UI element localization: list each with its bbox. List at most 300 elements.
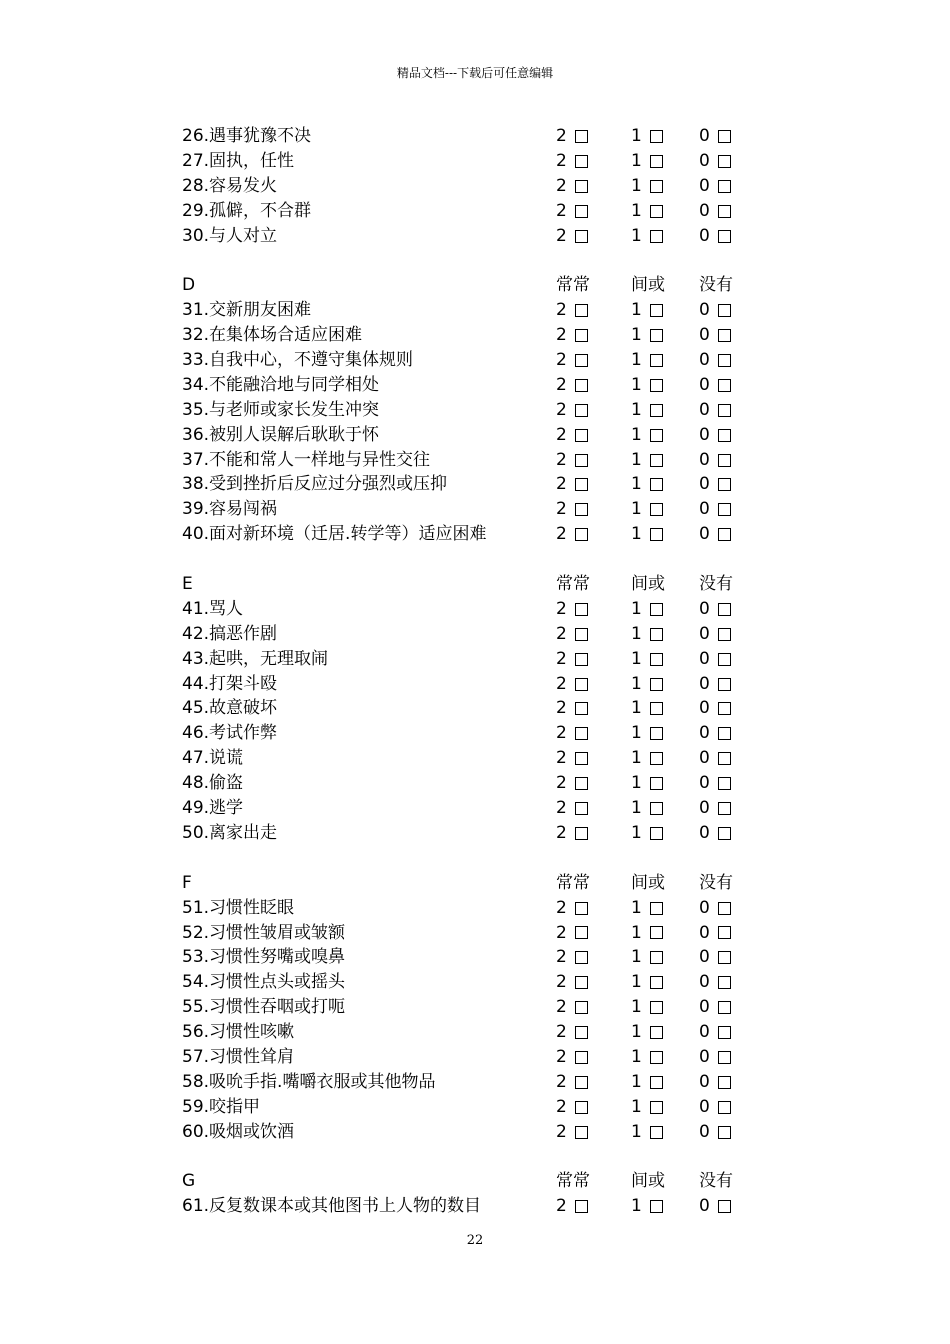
- option-score[interactable]: [699, 224, 731, 249]
- question-text: 35.与老师或家长发生冲突: [182, 399, 380, 420]
- option-score[interactable]: [556, 597, 588, 622]
- checkbox[interactable]: [575, 454, 588, 467]
- score-value: 0: [699, 150, 710, 171]
- question-row: [182, 1194, 762, 1219]
- question-text: 43.起哄，无理取闹: [182, 648, 329, 669]
- checkbox[interactable]: [650, 1026, 663, 1039]
- checkbox[interactable]: [575, 951, 588, 964]
- option-score[interactable]: [631, 945, 663, 970]
- option-score[interactable]: [699, 746, 731, 771]
- score-value: 0: [699, 972, 710, 993]
- checkbox[interactable]: [718, 603, 731, 616]
- checkbox[interactable]: [575, 429, 588, 442]
- checkbox[interactable]: [718, 976, 731, 989]
- checkbox[interactable]: [650, 752, 663, 765]
- checkbox[interactable]: [718, 1051, 731, 1064]
- question-row: [182, 622, 762, 647]
- question-text: 33.自我中心，不遵守集体规则: [182, 350, 414, 371]
- checkbox[interactable]: [718, 1026, 731, 1039]
- score-value: 0: [699, 922, 710, 943]
- checkbox[interactable]: [650, 130, 663, 143]
- checkbox[interactable]: [650, 1051, 663, 1064]
- option-score[interactable]: [556, 1045, 588, 1070]
- score-value: 0: [699, 648, 710, 669]
- score-value: 2: [556, 374, 567, 395]
- option-score[interactable]: [556, 622, 588, 647]
- option-score[interactable]: [631, 522, 663, 547]
- checkbox[interactable]: [718, 777, 731, 790]
- option-header-label: 间或: [631, 872, 665, 893]
- option-score[interactable]: [631, 149, 663, 174]
- checkbox[interactable]: [575, 230, 588, 243]
- checkbox[interactable]: [575, 1001, 588, 1014]
- score-value: 2: [556, 1121, 567, 1142]
- option-score[interactable]: [556, 348, 588, 373]
- option-score[interactable]: [699, 821, 731, 846]
- option-score[interactable]: [631, 721, 663, 746]
- option-score[interactable]: [699, 373, 731, 398]
- question-text: 44.打架斗殴: [182, 673, 278, 694]
- checkbox[interactable]: [575, 329, 588, 342]
- score-value: 1: [631, 150, 642, 171]
- score-value: 0: [699, 773, 710, 794]
- option-score[interactable]: [556, 472, 588, 497]
- option-score[interactable]: [631, 597, 663, 622]
- option-score[interactable]: [699, 896, 731, 921]
- score-value: 2: [556, 1196, 567, 1217]
- score-value: 2: [556, 798, 567, 819]
- checkbox[interactable]: [718, 1001, 731, 1014]
- checkbox[interactable]: [575, 727, 588, 740]
- option-score[interactable]: [631, 821, 663, 846]
- question-row: [182, 796, 762, 821]
- option-score[interactable]: [556, 796, 588, 821]
- option-score[interactable]: [699, 622, 731, 647]
- checkbox[interactable]: [650, 628, 663, 641]
- checkbox[interactable]: [575, 702, 588, 715]
- option-score[interactable]: [556, 970, 588, 995]
- score-value: 2: [556, 200, 567, 221]
- question-row: [182, 746, 762, 771]
- option-score[interactable]: [699, 149, 731, 174]
- checkbox[interactable]: [650, 230, 663, 243]
- checkbox[interactable]: [718, 155, 731, 168]
- option-score[interactable]: [556, 124, 588, 149]
- score-value: 1: [631, 350, 642, 371]
- checkbox[interactable]: [718, 902, 731, 915]
- checkbox[interactable]: [650, 727, 663, 740]
- checkbox[interactable]: [718, 429, 731, 442]
- checkbox[interactable]: [650, 653, 663, 666]
- score-value: 1: [631, 822, 642, 843]
- checkbox[interactable]: [650, 926, 663, 939]
- option-score[interactable]: [556, 896, 588, 921]
- checkbox[interactable]: [575, 926, 588, 939]
- option-score[interactable]: [556, 945, 588, 970]
- option-score[interactable]: [699, 1020, 731, 1045]
- checkbox[interactable]: [718, 827, 731, 840]
- option-score[interactable]: [699, 522, 731, 547]
- score-value: 2: [556, 922, 567, 943]
- checkbox[interactable]: [718, 1076, 731, 1089]
- option-score[interactable]: [699, 298, 731, 323]
- checkbox[interactable]: [718, 528, 731, 541]
- option-score[interactable]: [556, 423, 588, 448]
- checkbox[interactable]: [650, 1126, 663, 1139]
- question-row: [182, 174, 762, 199]
- question-row: [182, 497, 762, 522]
- option-score[interactable]: [556, 995, 588, 1020]
- score-value: 0: [699, 1196, 710, 1217]
- checkbox[interactable]: [718, 752, 731, 765]
- checkbox[interactable]: [718, 802, 731, 815]
- option-score[interactable]: [556, 373, 588, 398]
- option-score[interactable]: [699, 672, 731, 697]
- score-value: 2: [556, 1022, 567, 1043]
- checkbox[interactable]: [650, 802, 663, 815]
- option-score[interactable]: [699, 1070, 731, 1095]
- score-value: 0: [699, 499, 710, 520]
- score-value: 1: [631, 449, 642, 470]
- question-row: [182, 472, 762, 497]
- checkbox[interactable]: [718, 230, 731, 243]
- option-score[interactable]: [631, 796, 663, 821]
- option-score[interactable]: [556, 647, 588, 672]
- checkbox[interactable]: [575, 802, 588, 815]
- checkbox[interactable]: [575, 354, 588, 367]
- option-score[interactable]: [631, 348, 663, 373]
- checkbox[interactable]: [575, 180, 588, 193]
- option-score[interactable]: [699, 423, 731, 448]
- checkbox[interactable]: [650, 528, 663, 541]
- option-score[interactable]: [556, 921, 588, 946]
- option-score[interactable]: [699, 647, 731, 672]
- checkbox[interactable]: [718, 503, 731, 516]
- checkbox[interactable]: [575, 1126, 588, 1139]
- option-header-label: 间或: [631, 574, 665, 595]
- score-value: 1: [631, 499, 642, 520]
- score-value: 2: [556, 499, 567, 520]
- checkbox[interactable]: [575, 404, 588, 417]
- score-value: 2: [556, 673, 567, 694]
- option-score[interactable]: [631, 1045, 663, 1070]
- option-score[interactable]: [631, 199, 663, 224]
- option-score[interactable]: [631, 1120, 663, 1145]
- checkbox[interactable]: [575, 678, 588, 691]
- checkbox[interactable]: [718, 727, 731, 740]
- option-score[interactable]: [631, 970, 663, 995]
- option-score[interactable]: [699, 1194, 731, 1219]
- checkbox[interactable]: [718, 678, 731, 691]
- question-text: 32.在集体场合适应困难: [182, 325, 363, 346]
- checkbox[interactable]: [650, 429, 663, 442]
- option-score[interactable]: [699, 696, 731, 721]
- option-score[interactable]: [556, 497, 588, 522]
- option-score[interactable]: [631, 298, 663, 323]
- question-row: [182, 970, 762, 995]
- score-value: 0: [699, 1046, 710, 1067]
- option-score[interactable]: [556, 398, 588, 423]
- option-score[interactable]: [631, 423, 663, 448]
- option-score[interactable]: [556, 771, 588, 796]
- checkbox[interactable]: [575, 827, 588, 840]
- checkbox[interactable]: [575, 902, 588, 915]
- checkbox[interactable]: [650, 1001, 663, 1014]
- checkbox[interactable]: [650, 777, 663, 790]
- checkbox[interactable]: [650, 1076, 663, 1089]
- checkbox[interactable]: [575, 603, 588, 616]
- checkbox[interactable]: [650, 180, 663, 193]
- checkbox[interactable]: [575, 1026, 588, 1039]
- option-score[interactable]: [699, 1120, 731, 1145]
- option-score[interactable]: [556, 1070, 588, 1095]
- question-row: [182, 995, 762, 1020]
- checkbox[interactable]: [575, 503, 588, 516]
- question-text: 28.容易发火: [182, 175, 278, 196]
- option-score[interactable]: [699, 921, 731, 946]
- checkbox[interactable]: [650, 503, 663, 516]
- checkbox[interactable]: [650, 702, 663, 715]
- checkbox[interactable]: [650, 379, 663, 392]
- option-score[interactable]: [556, 1020, 588, 1045]
- checkbox[interactable]: [718, 304, 731, 317]
- option-score[interactable]: [631, 995, 663, 1020]
- score-value: 2: [556, 150, 567, 171]
- option-score[interactable]: [699, 199, 731, 224]
- score-value: 2: [556, 972, 567, 993]
- option-score[interactable]: [699, 1095, 731, 1120]
- option-score[interactable]: [631, 672, 663, 697]
- checkbox[interactable]: [650, 678, 663, 691]
- score-value: 2: [556, 424, 567, 445]
- question-row: [182, 1070, 762, 1095]
- option-score[interactable]: [699, 796, 731, 821]
- option-score[interactable]: [699, 174, 731, 199]
- checkbox[interactable]: [650, 354, 663, 367]
- score-value: 2: [556, 300, 567, 321]
- checkbox[interactable]: [718, 702, 731, 715]
- option-score[interactable]: [631, 448, 663, 473]
- question-row: [182, 1045, 762, 1070]
- checkbox[interactable]: [718, 180, 731, 193]
- checkbox[interactable]: [718, 1101, 731, 1114]
- checkbox[interactable]: [718, 354, 731, 367]
- checkbox[interactable]: [575, 777, 588, 790]
- option-score[interactable]: [631, 224, 663, 249]
- checkbox[interactable]: [718, 628, 731, 641]
- checkbox[interactable]: [575, 478, 588, 491]
- option-score[interactable]: [631, 398, 663, 423]
- option-score[interactable]: [699, 995, 731, 1020]
- checkbox[interactable]: [650, 304, 663, 317]
- option-score[interactable]: [699, 1045, 731, 1070]
- option-score[interactable]: [556, 821, 588, 846]
- score-value: 0: [699, 698, 710, 719]
- option-score[interactable]: [699, 348, 731, 373]
- option-score[interactable]: [699, 497, 731, 522]
- question-row: [182, 298, 762, 323]
- checkbox[interactable]: [575, 130, 588, 143]
- question-row: [182, 647, 762, 672]
- checkbox[interactable]: [718, 653, 731, 666]
- question-text: 39.容易闯祸: [182, 499, 278, 520]
- checkbox[interactable]: [718, 454, 731, 467]
- checkbox[interactable]: [718, 379, 731, 392]
- score-value: 2: [556, 524, 567, 545]
- checkbox[interactable]: [575, 1051, 588, 1064]
- option-score[interactable]: [556, 174, 588, 199]
- checkbox[interactable]: [650, 827, 663, 840]
- question-row: [182, 522, 762, 547]
- option-score[interactable]: [699, 721, 731, 746]
- option-score[interactable]: [631, 746, 663, 771]
- option-score[interactable]: [631, 124, 663, 149]
- option-score[interactable]: [631, 1194, 663, 1219]
- question-text: 36.被别人误解后耿耿于怀: [182, 424, 380, 445]
- option-score[interactable]: [699, 323, 731, 348]
- checkbox[interactable]: [650, 454, 663, 467]
- option-score[interactable]: [556, 298, 588, 323]
- option-score[interactable]: [699, 970, 731, 995]
- score-value: 1: [631, 1196, 642, 1217]
- checkbox[interactable]: [718, 130, 731, 143]
- checkbox[interactable]: [575, 155, 588, 168]
- option-score[interactable]: [556, 1095, 588, 1120]
- option-score[interactable]: [699, 597, 731, 622]
- question-row: [182, 448, 762, 473]
- option-score[interactable]: [699, 472, 731, 497]
- checkbox[interactable]: [650, 1101, 663, 1114]
- option-score[interactable]: [631, 472, 663, 497]
- option-score[interactable]: [556, 1194, 588, 1219]
- option-score[interactable]: [631, 497, 663, 522]
- checkbox[interactable]: [718, 951, 731, 964]
- question-row: [182, 348, 762, 373]
- question-row: [182, 224, 762, 249]
- checkbox[interactable]: [575, 379, 588, 392]
- score-value: 1: [631, 648, 642, 669]
- score-value: 1: [631, 723, 642, 744]
- option-score[interactable]: [631, 323, 663, 348]
- question-row: [182, 149, 762, 174]
- option-score[interactable]: [556, 721, 588, 746]
- option-score[interactable]: [631, 771, 663, 796]
- checkbox[interactable]: [650, 155, 663, 168]
- checkbox[interactable]: [718, 329, 731, 342]
- checkbox[interactable]: [718, 1126, 731, 1139]
- question-text: 58.吸吮手指.嘴嚼衣服或其他物品: [182, 1071, 436, 1092]
- option-score[interactable]: [556, 199, 588, 224]
- checkbox[interactable]: [575, 628, 588, 641]
- question-text: 61.反复数课本或其他图书上人物的数目: [182, 1196, 482, 1217]
- checkbox[interactable]: [650, 951, 663, 964]
- checkbox[interactable]: [650, 404, 663, 417]
- checkbox[interactable]: [575, 752, 588, 765]
- question-text: 55.习惯性吞咽或打呃: [182, 997, 346, 1018]
- score-value: 0: [699, 350, 710, 371]
- section-gap: [182, 1145, 762, 1170]
- question-row: [182, 945, 762, 970]
- score-value: 2: [556, 350, 567, 371]
- option-score[interactable]: [556, 672, 588, 697]
- checkbox[interactable]: [650, 603, 663, 616]
- question-text: 37.不能和常人一样地与异性交往: [182, 449, 431, 470]
- option-score[interactable]: [631, 1020, 663, 1045]
- checkbox[interactable]: [718, 404, 731, 417]
- score-value: 1: [631, 225, 642, 246]
- option-score[interactable]: [631, 647, 663, 672]
- option-score[interactable]: [556, 746, 588, 771]
- option-header-label: 常常: [556, 1171, 590, 1192]
- checkbox[interactable]: [575, 1076, 588, 1089]
- score-value: 0: [699, 399, 710, 420]
- checkbox[interactable]: [718, 1200, 731, 1213]
- checkbox[interactable]: [575, 976, 588, 989]
- checkbox[interactable]: [575, 528, 588, 541]
- option-score[interactable]: [631, 622, 663, 647]
- checkbox[interactable]: [650, 329, 663, 342]
- option-score[interactable]: [556, 149, 588, 174]
- checkbox[interactable]: [650, 902, 663, 915]
- checkbox[interactable]: [575, 1101, 588, 1114]
- checkbox[interactable]: [575, 653, 588, 666]
- score-value: 1: [631, 897, 642, 918]
- option-score[interactable]: [631, 1070, 663, 1095]
- checkbox[interactable]: [575, 304, 588, 317]
- checkbox[interactable]: [718, 205, 731, 218]
- option-score[interactable]: [556, 1120, 588, 1145]
- checkbox[interactable]: [650, 1200, 663, 1213]
- question-row: [182, 721, 762, 746]
- option-score[interactable]: [631, 921, 663, 946]
- option-score[interactable]: [556, 323, 588, 348]
- option-score[interactable]: [631, 373, 663, 398]
- checkbox[interactable]: [650, 478, 663, 491]
- score-value: 1: [631, 748, 642, 769]
- checkbox[interactable]: [575, 1200, 588, 1213]
- question-text: 59.咬指甲: [182, 1096, 261, 1117]
- section-gap: [182, 248, 762, 273]
- option-score[interactable]: [699, 124, 731, 149]
- option-score[interactable]: [699, 448, 731, 473]
- page-header: 精品文档---下载后可任意编辑: [396, 66, 554, 80]
- option-score[interactable]: [631, 896, 663, 921]
- option-score[interactable]: [556, 224, 588, 249]
- option-score[interactable]: [631, 696, 663, 721]
- option-score[interactable]: [699, 398, 731, 423]
- option-score[interactable]: [631, 174, 663, 199]
- checkbox[interactable]: [650, 976, 663, 989]
- score-value: 1: [631, 947, 642, 968]
- option-score[interactable]: [556, 522, 588, 547]
- option-score[interactable]: [699, 945, 731, 970]
- score-value: 1: [631, 773, 642, 794]
- question-text: 57.习惯性耸肩: [182, 1046, 295, 1067]
- score-value: 1: [631, 126, 642, 146]
- section-header: [182, 572, 762, 597]
- option-score[interactable]: [556, 696, 588, 721]
- checkbox[interactable]: [718, 926, 731, 939]
- option-score[interactable]: [556, 448, 588, 473]
- checkbox[interactable]: [575, 205, 588, 218]
- option-header-label: 间或: [631, 275, 665, 296]
- option-score[interactable]: [631, 1095, 663, 1120]
- checkbox[interactable]: [650, 205, 663, 218]
- score-value: 1: [631, 300, 642, 321]
- score-value: 2: [556, 474, 567, 495]
- option-score[interactable]: [699, 771, 731, 796]
- checkbox[interactable]: [718, 478, 731, 491]
